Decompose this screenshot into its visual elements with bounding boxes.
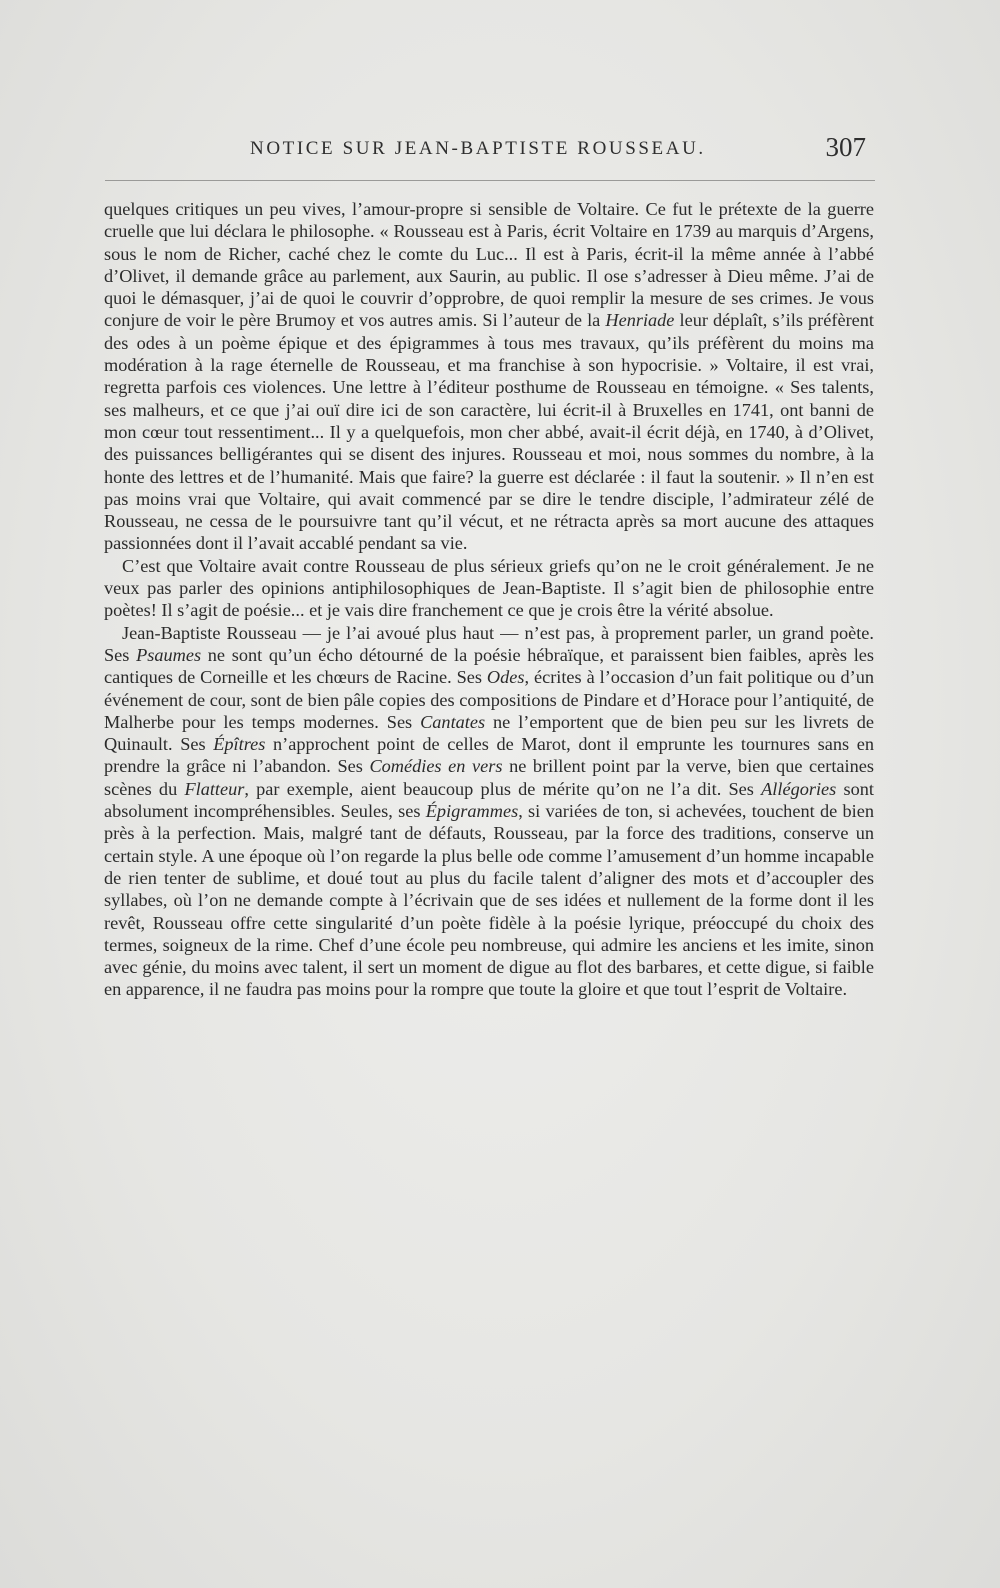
text-run: n’approchent point de celles de Marot, dont il emprunte les tournures sans en prendre la grâce ni l’abandon. Ses [104, 734, 874, 777]
text-run: ne sont qu’un écho détourné de la poésie hébraïque, et paraissent bien faibles, après les cantiques de Corneille et les chœurs de Racine. Ses [104, 644, 875, 688]
text-run: C’est que Voltaire avait contre Rousseau de plus sérieux griefs qu’on ne le croit généralement. Je ne veux pas parler des opinions antiphilosophiques de Jean-Baptiste. Il s’agit bien de philosophie entre poètes! Il s’agit de poésie... et je vais dire franchement ce que je crois être la vérité absolue. [104, 555, 874, 621]
running-head-title: NOTICE SUR JEAN-BAPTISTE ROUSSEAU. [250, 138, 706, 159]
page-number: 307 [825, 132, 866, 162]
text-run: , si variées de ton, si achevées, touchent de bien près à la perfection. Mais, malgré tant de défauts, Rousseau, par la force des traditions, conserve un certain style. A une époque où l’on regarde la plus belle ode comme l’amusement d’un homme incapable de rien tenter de sublime, et doué tout au plus du facile talent d’aligner des mots et d’accoupler des syllabes, où l’on ne demande compte à l’écrivain que de ses idées et nullement de la forme dont il les revêt, Rousseau offre cette singularité d’un poète fidèle à la poésie lyrique, préoccupé du choix des termes, soigneux de la rime. Chef d’une école peu nombreuse, qui admire les anciens et les imite, sinon avec génie, du moins avec talent, il sert un moment de digue au flot des barbares, et cette digue, si faible en apparence, il ne faudra pas moins pour la rompre que toute la gloire et que tout l’esprit de Voltaire. [104, 801, 874, 1000]
italic-title: Cantates [420, 711, 486, 732]
italic-title: Comédies en vers [369, 756, 503, 777]
text-run: , écrites à l’occasion d’un fait politique ou d’un événement de cour, sont de bien pâle copies des compositions de Pindare et d’Horace pour l’antiquité, de Malherbe pour les temps modernes. Ses [104, 667, 874, 732]
body-text [104, 198, 874, 1001]
running-head [100, 130, 870, 170]
italic-title: Odes [486, 667, 525, 688]
text-run: ne l’emportent que de bien peu sur les livrets de Quinault. Ses [104, 711, 874, 755]
paragraph-2 [104, 555, 874, 622]
paragraph-3 [104, 622, 874, 1001]
text-run: leur déplaît, s’ils préfèrent des odes à un poème épique et des épigrammes à tous mes travaux, qu’ils préfèrent du moins ma modération à la rage éternelle de Rousseau, et ma franchise à son hypocrisie. » Voltaire, il est vrai, regretta parfois ces violences. Une lettre à l’éditeur posthume de Rousseau en témoigne. « Ses talents, ses malheurs, et ce que j’ai ouï dire ici de son caractère, lui écrit-il à Bruxelles en 1741, ont banni de mon cœur tout ressentiment... Il y a quelquefois, mon cher abbé, avait-il écrit déjà, en 1740, à d’Olivet, des puissances belligérantes qui se disent des injures. Rousseau et moi, nous sommes du nombre, à la honte des lettres et de l’humanité. Mais que faire? la guerre est déclarée : il faut la soutenir. » Il n’en est pas moins vrai que Voltaire, qui avait commencé par se dire le tendre disciple, l’admirateur zélé de Rousseau, ne cessa de le poursuivre tant qu’il vécut, et ne rétracta après sa mort aucune des attaques passionnées dont il l’avait accablé pendant sa vie. [104, 310, 875, 554]
header-rule [105, 180, 875, 181]
italic-title: Allégories [761, 778, 837, 799]
italic-title: Épigrammes [425, 801, 519, 822]
text-run: quelques critiques un peu vives, l’amour-propre si sensible de Voltaire. Ce fut le prétexte de la guerre cruelle que lui déclara le philosophe. « Rousseau est à Paris, écrit Voltaire en 1739 au marquis d’Argens, sous le nom de Richer, caché chez le comte du Luc... Il est à Paris, écrit-il la même année à l’abbé d’Olivet, il demande grâce au parlement, aux Saurin, au public. Il ose s’adresser à Dieu même. J’ai de quoi le démasquer, j’ai de quoi le couvrir d’opprobre, de quoi remplir la mesure de ses crimes. Je vous conjure de voir le père Brumoy et vos autres amis. Si l’auteur de la [104, 199, 874, 331]
text-run: , par exemple, aient beaucoup plus de mérite qu’on ne l’a dit. Ses [244, 778, 762, 799]
text-run: Jean-Baptiste Rousseau — je l’ai avoué plus haut — n’est pas, à proprement parler, un grand poète. Ses [104, 622, 874, 665]
italic-title: Henriade [605, 310, 675, 331]
text-run: sont absolument incompréhensibles. Seules, ses [104, 778, 874, 822]
italic-title: Flatteur [184, 778, 245, 799]
italic-title: Psaumes [136, 644, 202, 665]
paragraph-1 [104, 198, 874, 555]
text-run: ne brillent point par la verve, bien que certaines scènes du [104, 756, 874, 799]
italic-title: Épîtres [213, 734, 266, 755]
